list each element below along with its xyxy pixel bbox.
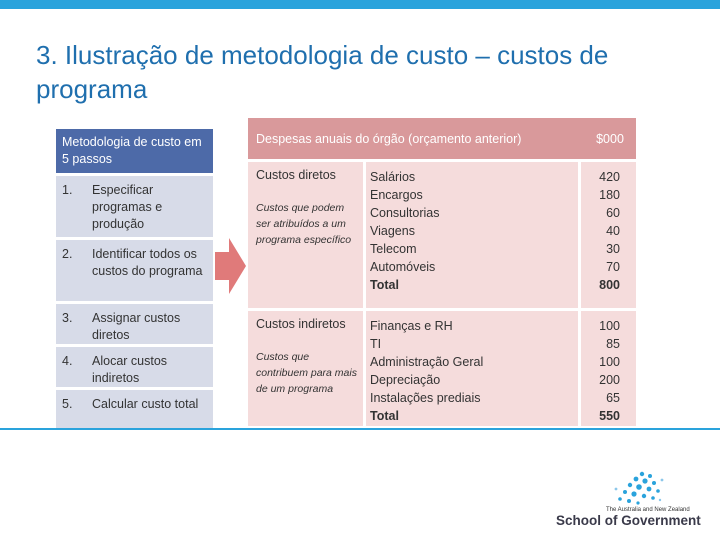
expense-item: Depreciação (370, 373, 441, 387)
total-label: Total (370, 409, 399, 423)
step-number: 4. (62, 354, 73, 368)
step-text: Alocar custos indiretos (92, 354, 168, 385)
expenses-header-label: Despesas anuais do órgão (orçamento anterior) (256, 131, 522, 146)
expenses-table (248, 118, 636, 426)
expense-item: TI (370, 337, 382, 351)
top-accent-bar (0, 0, 720, 9)
category-cell (248, 162, 360, 308)
expense-value: 200 (599, 373, 620, 387)
footer-divider (0, 428, 720, 430)
expense-item: Consultorias (370, 206, 440, 220)
expense-value: 65 (606, 391, 620, 405)
logo-title: School of Government (556, 513, 701, 528)
step-number: 3. (62, 311, 73, 325)
indirect-costs-block (248, 311, 636, 426)
step-text: Especificar programas e produção (92, 183, 163, 231)
step-text: Assignar custos diretos (92, 311, 181, 342)
step-number: 5. (62, 397, 73, 411)
step-text: Calcular custo total (92, 397, 199, 411)
slide-title: 3. Ilustração de metodologia de custo – custos de programa (36, 40, 609, 104)
total-value: 550 (599, 409, 620, 423)
category-description: Custos que contribuem para mais de um programa (256, 351, 357, 395)
expenses-header (248, 118, 636, 159)
step-row (56, 347, 213, 387)
category-label: Custos indiretos (256, 317, 346, 331)
step-row (56, 240, 213, 301)
expense-value: 60 (606, 206, 620, 220)
expense-item: Encargos (370, 188, 423, 202)
logo-subtitle: The Australia and New Zealand (606, 507, 690, 513)
expense-item: Salários (370, 170, 416, 184)
dots-logo-icon (592, 470, 672, 510)
category-cell (248, 311, 360, 426)
right-arrow-icon (215, 236, 247, 296)
steps-header: Metodologia de custo em 5 passos (56, 129, 213, 173)
expense-item: Viagens (370, 224, 415, 238)
expense-item: Administração Geral (370, 355, 484, 369)
values-cell (578, 311, 636, 426)
expense-item: Finanças e RH (370, 319, 453, 333)
expense-value: 420 (599, 170, 620, 184)
items-cell (363, 162, 573, 308)
expense-value: 85 (606, 337, 620, 351)
step-number: 2. (62, 247, 73, 261)
unit-label: $000 (596, 131, 624, 146)
step-row (56, 390, 213, 430)
step-row (56, 176, 213, 237)
category-label: Custos diretos (256, 168, 336, 182)
expense-value: 100 (599, 319, 620, 333)
step-text: Identificar todos os custos do programa (92, 247, 203, 278)
expense-value: 180 (599, 188, 620, 202)
total-value: 800 (599, 278, 620, 292)
expense-value: 100 (599, 355, 620, 369)
expense-value: 40 (606, 224, 620, 238)
school-of-government-logo (556, 470, 706, 530)
expense-item: Automóveis (370, 260, 436, 274)
expense-value: 30 (606, 242, 620, 256)
values-cell (578, 162, 636, 308)
category-description: Custos que podem ser atribuídos a um programa específico (256, 202, 352, 246)
steps-table (56, 129, 213, 430)
step-number: 1. (62, 183, 73, 197)
items-cell (363, 311, 573, 426)
total-label: Total (370, 278, 399, 292)
direct-costs-block (248, 162, 636, 308)
expense-value: 70 (606, 260, 620, 274)
expense-item: Instalações prediais (370, 391, 481, 405)
expense-item: Telecom (370, 242, 417, 256)
step-row (56, 304, 213, 344)
